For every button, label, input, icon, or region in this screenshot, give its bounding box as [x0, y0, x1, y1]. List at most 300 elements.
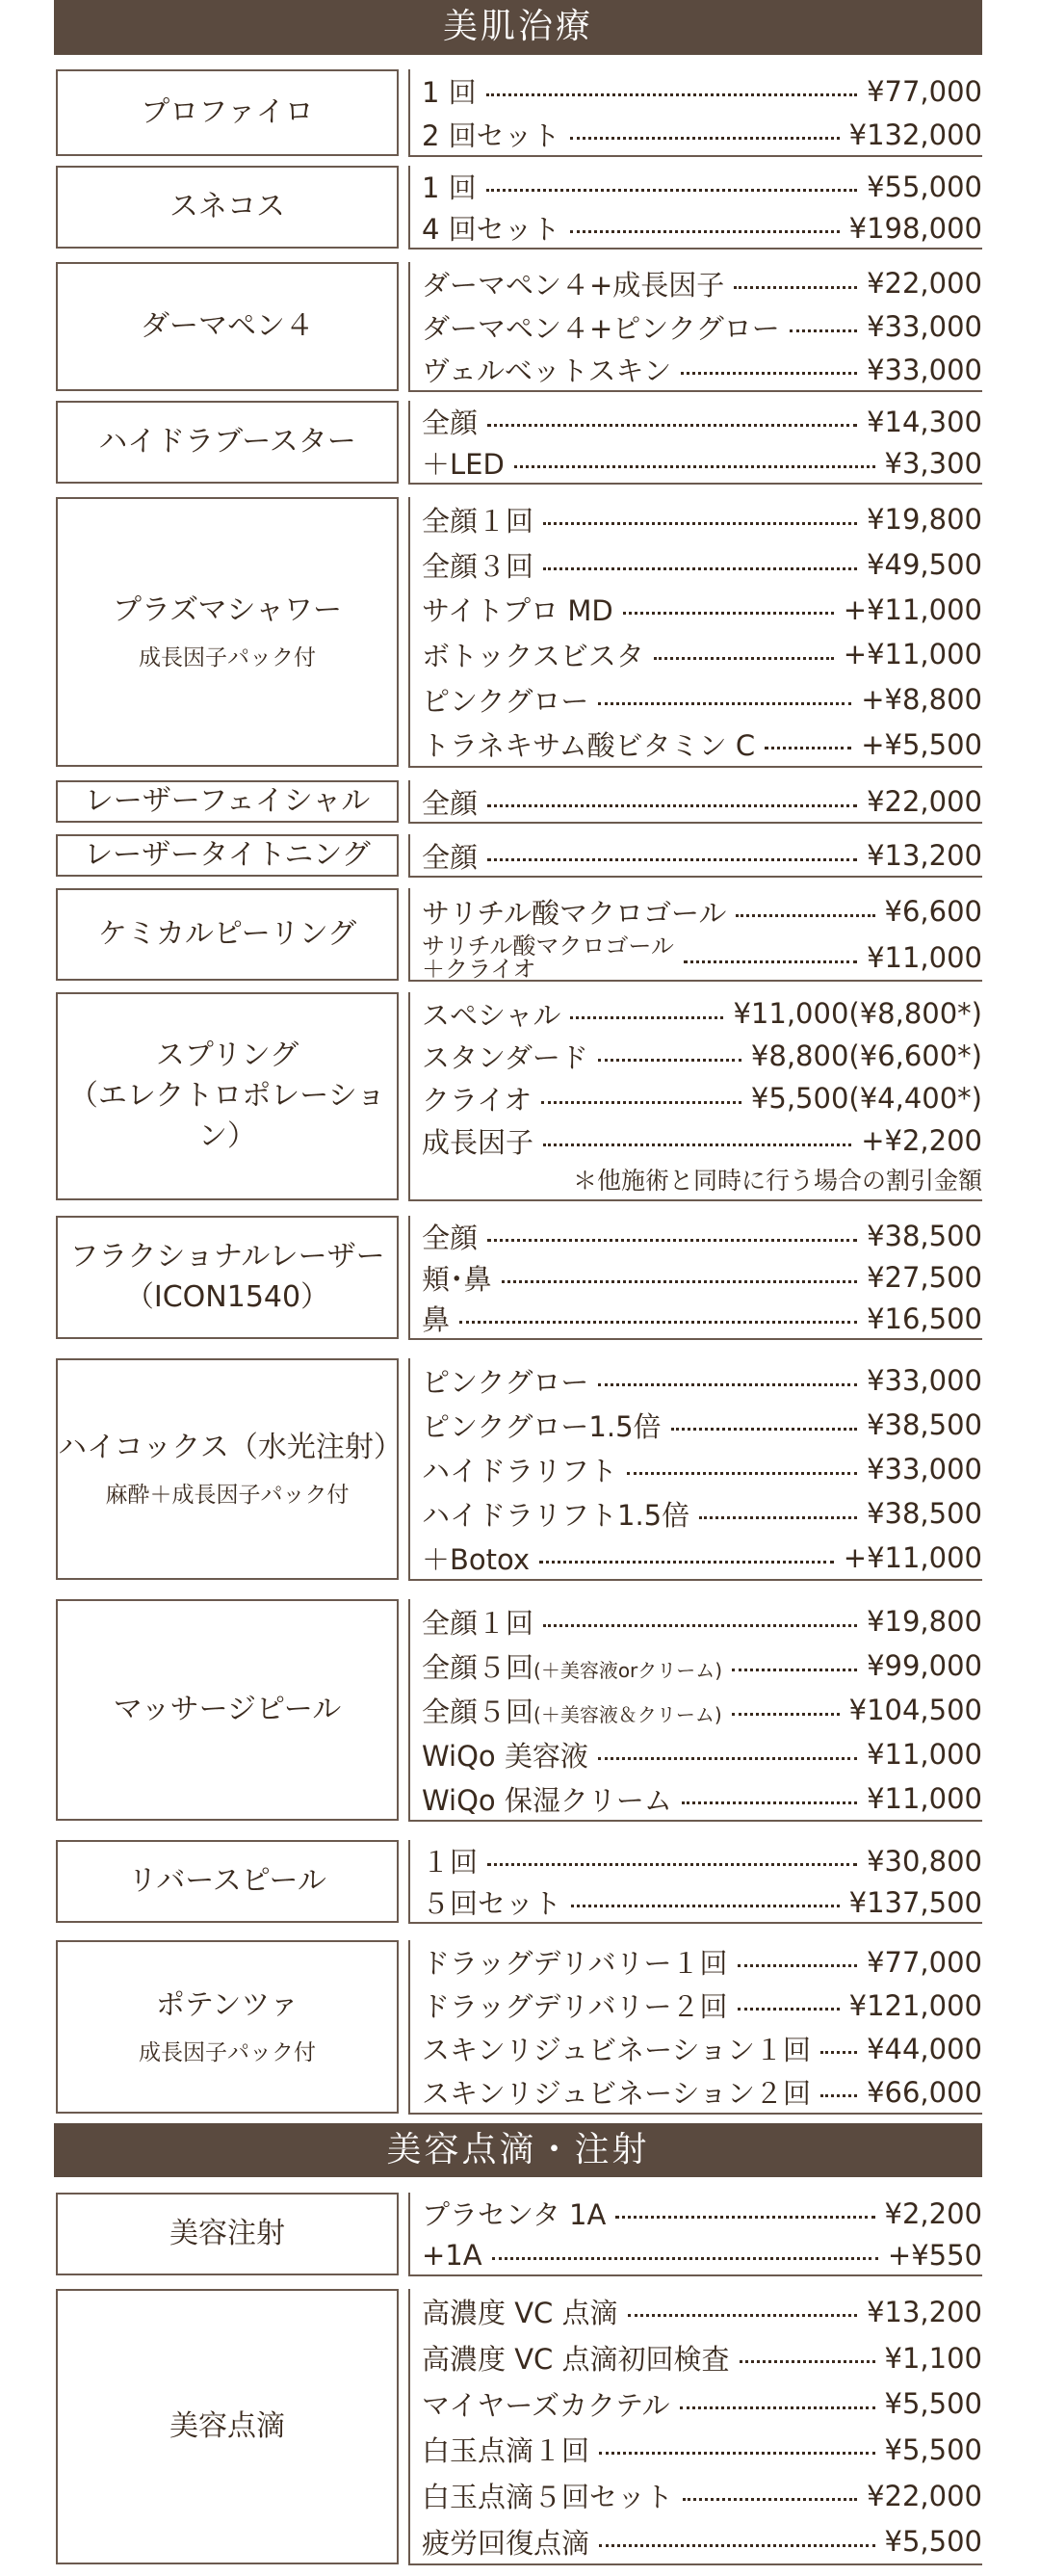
item-price: ¥66,000: [867, 2075, 982, 2109]
treatment-label: [56, 1840, 399, 1923]
treatment-name: ポテンツァ: [155, 1987, 299, 2022]
item-name-text: +1A: [422, 2238, 482, 2272]
dot-leader: [627, 1472, 857, 1475]
dot-leader: [539, 1561, 834, 1564]
item-price: ¥5,500: [884, 2432, 982, 2466]
treatment-label: [56, 401, 399, 484]
item-name-text: ヴェルベットスキン: [422, 355, 672, 388]
item-price: +¥11,000: [843, 1541, 982, 1574]
item-price: ¥38,500: [867, 1497, 982, 1530]
price-row: [422, 347, 982, 392]
item-price: +¥8,800: [861, 683, 982, 716]
item-name: [422, 350, 671, 389]
section-header: 美肌治療: [54, 0, 982, 55]
treatment-label: [56, 1216, 399, 1339]
item-name-text: ダーマペン４+ピンクグロー: [422, 311, 780, 345]
item-name: [422, 994, 560, 1034]
item-name: [422, 1942, 728, 1982]
item-price: ¥44,000: [867, 2032, 982, 2065]
item-name-line: ＋クライオ: [422, 956, 536, 983]
item-name-text: 白玉点滴１回: [422, 2434, 590, 2468]
item-name: [422, 1985, 728, 2025]
item-price: ¥55,000: [867, 170, 982, 203]
item-price: ¥19,800: [867, 1605, 982, 1638]
price-row: [422, 1491, 982, 1537]
treatment-label: [56, 780, 399, 823]
item-name-text: 全顔１回: [422, 504, 534, 538]
item-name-text: １回: [422, 1846, 479, 1879]
item-name: [422, 782, 478, 822]
item-name: [422, 1646, 722, 1686]
treatment-label: [56, 497, 399, 767]
item-price: ¥6,600: [884, 895, 982, 928]
item-price: +¥11,000: [843, 592, 982, 626]
item-name-text: ＋Botox: [422, 1542, 531, 1576]
item-name-text: プラセンタ 1A: [422, 2198, 607, 2231]
price-row: [422, 497, 982, 542]
item-name-text: 頬･鼻: [422, 1262, 492, 1296]
item-name-text: ５回セット: [422, 1887, 562, 1920]
dot-leader: [734, 286, 857, 289]
item-price: ¥121,000: [848, 1988, 982, 2022]
price-row: [422, 1838, 982, 1883]
dot-leader: [765, 747, 851, 749]
dot-leader: [543, 1624, 857, 1627]
item-price: ¥19,800: [867, 503, 982, 537]
dot-leader: [738, 2008, 840, 2011]
item-name-text: 白玉点滴５回セット: [422, 2481, 674, 2513]
dot-leader: [598, 702, 851, 705]
item-price: ¥77,000: [867, 74, 982, 108]
price-row: [422, 2069, 982, 2115]
price-row: [422, 2519, 982, 2564]
item-name: [422, 545, 533, 585]
dot-leader: [598, 1059, 741, 1062]
price-row: [422, 889, 982, 934]
price-row: [422, 1034, 982, 1079]
item-name: [422, 1217, 478, 1256]
item-name-text: 全顔: [422, 786, 479, 820]
item-name-text: 全顔３回: [422, 549, 534, 583]
item-name-text: サイトプロ MD: [422, 594, 613, 628]
item-name: [422, 2338, 730, 2378]
treatment-name-2: （エレクトロポレーション）: [68, 1079, 386, 1153]
treatment-name: プラズマシャワー: [113, 592, 342, 627]
item-name-text: 全顔: [422, 407, 479, 439]
item-name: [422, 2239, 482, 2272]
dot-leader: [820, 2094, 857, 2097]
item-name-text: スペシャル: [422, 998, 561, 1032]
price-row: [422, 1688, 982, 1733]
price-row: [422, 779, 982, 825]
item-name-text: マイヤーズカクテル: [422, 2388, 670, 2422]
item-name: [422, 307, 780, 347]
item-name: [422, 71, 477, 111]
dot-leader: [680, 2406, 875, 2409]
item-name-text: WiQo 美容液: [422, 1739, 588, 1773]
price-row: [422, 1214, 982, 1259]
item-price: ¥11,000: [867, 1782, 982, 1815]
price-row: [422, 1403, 982, 1448]
dot-leader: [541, 1101, 741, 1104]
dot-leader: [820, 2051, 857, 2054]
price-row: [422, 440, 982, 486]
item-price: ¥198,000: [848, 211, 982, 245]
item-name-text: 1 回: [422, 171, 477, 204]
treatment-name: レーザーフェイシャル: [84, 784, 371, 818]
item-name-text: ハイドラリフト: [422, 1454, 618, 1487]
item-name-text: ドラッグデリバリー２回: [422, 1990, 728, 2023]
treatment-name: マッサージピール: [113, 1693, 342, 1726]
item-name: [422, 836, 478, 876]
dot-leader: [570, 137, 840, 140]
item-name-text: 全顔１回: [422, 1606, 534, 1640]
item-name-text: トラネキサム酸ビタミン C: [422, 729, 756, 763]
item-name: [422, 1602, 533, 1642]
item-price: ¥13,200: [867, 2295, 982, 2328]
item-name: [422, 402, 478, 441]
item-price: ¥14,300: [867, 405, 982, 438]
vertical-rule: [408, 1216, 410, 1339]
dot-leader: [570, 230, 840, 233]
price-row: [422, 164, 982, 209]
item-price: ¥38,500: [867, 1408, 982, 1441]
treatment-subtitle: 成長因子パック付: [139, 2039, 316, 2065]
vertical-rule: [408, 166, 410, 249]
price-row: [422, 833, 982, 879]
item-name-text: クライオ: [422, 1083, 533, 1117]
dot-leader: [654, 657, 834, 660]
item-price: ¥38,500: [867, 1220, 982, 1253]
footnote: ＊他施術と同時に行う場合の割引金額: [572, 1167, 982, 1195]
dot-leader: [615, 2216, 874, 2219]
treatment-label: [56, 2193, 399, 2275]
item-name-text: ＋LED: [422, 448, 505, 481]
item-name: [422, 1691, 722, 1730]
price-row: [422, 542, 982, 588]
item-name: [422, 892, 726, 932]
item-name: [422, 1406, 662, 1445]
item-price: ¥11,000: [867, 1738, 982, 1771]
vertical-rule: [408, 1840, 410, 1923]
dot-leader: [514, 465, 875, 468]
vertical-rule: [408, 834, 410, 877]
item-name-text: スキンリジュビネーション１回: [422, 2034, 811, 2066]
vertical-rule: [408, 69, 410, 156]
price-row: [422, 1643, 982, 1689]
item-price: ¥104,500: [848, 1694, 982, 1726]
item-name: [422, 2072, 811, 2112]
dot-leader: [683, 2498, 857, 2501]
treatment-subtitle: 麻酔＋成長因子パック付: [105, 1482, 350, 1508]
price-row: [422, 2335, 982, 2380]
price-row: [422, 1599, 982, 1644]
item-name: [422, 443, 505, 483]
item-name-text: 1 回: [422, 76, 477, 109]
vertical-rule: [408, 780, 410, 823]
dot-leader: [487, 424, 857, 427]
item-name: [422, 2476, 673, 2515]
vertical-rule: [408, 497, 410, 767]
item-price: ¥33,000: [867, 353, 982, 386]
item-name-text: ピンクグロー: [422, 1365, 589, 1399]
price-row: [422, 1255, 982, 1301]
price-row: [422, 1536, 982, 1581]
dot-leader: [492, 2257, 878, 2260]
item-price: ¥22,000: [867, 267, 982, 301]
vertical-rule: [408, 888, 410, 981]
price-row: [422, 2473, 982, 2518]
dot-leader: [736, 914, 874, 917]
dot-leader: [486, 93, 857, 96]
treatment-label: [56, 992, 399, 1200]
dot-leader: [598, 1383, 857, 1386]
treatment-name: ハイコックス（水光注射）: [58, 1430, 403, 1464]
dot-leader: [628, 2314, 858, 2317]
treatment-name: プロファイロ: [141, 95, 314, 129]
item-name: [422, 167, 477, 206]
item-price: ¥3,300: [884, 446, 982, 480]
price-row: [422, 1732, 982, 1777]
item-price: ¥22,000: [867, 2479, 982, 2512]
price-row: [422, 1118, 982, 1164]
item-name: [422, 264, 724, 303]
dot-leader: [790, 329, 857, 332]
treatment-label: [56, 2289, 399, 2564]
dot-leader: [738, 1964, 858, 1967]
item-name: [422, 1735, 588, 1774]
vertical-rule: [408, 1940, 410, 2114]
price-row: [422, 2026, 982, 2071]
item-name-note: (＋美容液orクリーム): [533, 1658, 723, 1682]
item-name-text: 疲労回復点滴: [422, 2526, 590, 2560]
dot-leader: [682, 1801, 857, 1804]
price-row: [422, 1447, 982, 1492]
item-price: ¥30,800: [867, 1844, 982, 1878]
dot-leader: [487, 858, 857, 861]
item-name: [422, 2029, 811, 2068]
dot-leader: [502, 1280, 858, 1283]
item-name: [422, 1779, 672, 1819]
item-name: [422, 2194, 606, 2233]
vertical-rule: [408, 2193, 410, 2275]
treatment-label: [56, 1358, 403, 1580]
item-name-text: 全顔５回: [422, 1695, 534, 1728]
price-row: [422, 1776, 982, 1822]
dot-leader: [681, 372, 857, 375]
item-name: [422, 635, 644, 674]
price-row: [422, 2289, 982, 2334]
dot-leader: [740, 2360, 875, 2363]
treatment-name: スネコス: [169, 190, 285, 223]
item-name-text: 2 回セット: [422, 119, 560, 152]
section-header: 美容点滴・注射: [54, 2123, 982, 2177]
vertical-rule: [408, 992, 410, 1200]
item-price: ¥5,500: [884, 2387, 982, 2421]
item-name-text: WiQo 保湿クリーム: [422, 1783, 672, 1817]
item-name: [422, 2384, 670, 2424]
item-name-text: 全顔: [422, 840, 479, 874]
item-name-text: サリチル酸マクロゴール: [422, 896, 727, 930]
item-name: [422, 680, 588, 720]
treatment-name-2: （ICON1540）: [124, 1280, 330, 1314]
item-price: +¥2,200: [861, 1124, 982, 1157]
treatment-name: ダーマペン４: [141, 309, 314, 343]
price-row: [422, 632, 982, 677]
item-name-text: スキンリジュビネーション２回: [422, 2077, 811, 2110]
price-row: [422, 2191, 982, 2236]
treatment-label: [56, 166, 399, 249]
item-name: [422, 1299, 450, 1338]
price-row: [422, 587, 982, 632]
price-row: [422, 1879, 982, 1925]
item-price: ¥16,500: [867, 1301, 982, 1335]
dot-leader: [543, 567, 857, 570]
row-separator: [408, 1199, 982, 1201]
dot-leader: [599, 2452, 875, 2455]
item-name: [422, 115, 560, 154]
item-name: [422, 1079, 532, 1118]
price-row: [422, 304, 982, 350]
item-price: ¥77,000: [867, 1945, 982, 1979]
dot-leader: [599, 2544, 875, 2547]
item-name: [422, 1450, 617, 1489]
item-name: [422, 1841, 478, 1880]
item-name-text: ボトックスビスタ: [422, 639, 644, 672]
dot-leader: [571, 1905, 840, 1907]
item-name: [422, 1258, 492, 1298]
price-row: [422, 112, 982, 157]
item-name-text: 成長因子: [422, 1125, 534, 1159]
item-price: +¥550: [887, 2238, 982, 2272]
item-price: +¥11,000: [843, 638, 982, 671]
item-name-line: サリチル酸マクロゴール: [422, 933, 674, 959]
item-price: ¥22,000: [867, 785, 982, 818]
item-name: [422, 500, 533, 539]
item-price: +¥5,500: [861, 727, 982, 761]
item-price: ¥11,000: [867, 941, 982, 974]
vertical-rule: [408, 401, 410, 484]
treatment-label: [56, 1940, 399, 2114]
item-name-text: 高濃度 VC 点滴: [422, 2297, 618, 2330]
item-name: [422, 2292, 618, 2331]
treatment-name: リバースピール: [128, 1864, 326, 1898]
item-name-text: 4 回セット: [422, 213, 560, 246]
item-price: ¥11,000(¥8,800*): [733, 997, 982, 1030]
item-name: [422, 2522, 589, 2562]
item-price: ¥8,800(¥6,600*): [750, 1039, 982, 1072]
treatment-label: [56, 888, 399, 981]
item-price: ¥137,500: [848, 1885, 982, 1919]
dot-leader: [732, 1713, 840, 1716]
price-row: [422, 991, 982, 1037]
item-name: [422, 1121, 533, 1161]
item-price: ¥1,100: [884, 2341, 982, 2375]
item-name: [422, 208, 560, 248]
dot-leader: [486, 189, 857, 192]
item-name-text: ピンクグロー1.5倍: [422, 1409, 662, 1443]
treatment-name: ハイドラブースター: [98, 425, 356, 459]
dot-leader: [459, 1321, 857, 1324]
item-price: ¥33,000: [867, 1453, 982, 1485]
item-price: ¥49,500: [867, 548, 982, 581]
treatment-name: 美容注射: [169, 2217, 285, 2250]
vertical-rule: [408, 1599, 410, 1821]
item-name-text: スタンダード: [422, 1040, 588, 1074]
item-name: [422, 1494, 689, 1534]
dot-leader: [543, 1143, 851, 1146]
treatment-name: フラクショナルレーザー: [69, 1240, 385, 1274]
item-name-text: 全顔: [422, 1221, 479, 1254]
item-name: [422, 1538, 530, 1578]
item-name: [422, 934, 674, 981]
item-price: ¥5,500(¥4,400*): [750, 1082, 982, 1115]
price-row: [422, 261, 982, 306]
price-row: [422, 205, 982, 250]
price-row: [422, 2427, 982, 2472]
dot-leader: [487, 1239, 857, 1242]
item-name-text: ドラッグデリバリー１回: [422, 1947, 728, 1980]
treatment-label: [56, 1599, 399, 1821]
dot-leader: [598, 1757, 857, 1760]
item-name: [422, 1037, 588, 1076]
item-name-text: 鼻: [422, 1303, 451, 1337]
item-price: ¥13,200: [867, 839, 982, 872]
item-price: ¥27,500: [867, 1261, 982, 1294]
dot-leader: [671, 1428, 858, 1431]
dot-leader: [570, 1016, 723, 1019]
price-row: [422, 1983, 982, 2028]
item-name-text: ピンクグロー: [422, 684, 589, 718]
item-name-note: (＋美容液＆クリーム): [533, 1702, 722, 1726]
item-price: ¥33,000: [867, 1364, 982, 1397]
item-price: ¥99,000: [867, 1649, 982, 1682]
price-row: [422, 1358, 982, 1404]
item-name-text: ダーマペン４+成長因子: [422, 268, 725, 302]
dot-leader: [487, 804, 857, 807]
vertical-rule: [408, 1358, 410, 1580]
treatment-label: [56, 262, 399, 391]
price-row: [422, 1076, 982, 1121]
treatment-label: [56, 834, 399, 877]
item-name: [422, 1882, 561, 1922]
dot-leader: [487, 1863, 857, 1866]
price-row: [422, 1296, 982, 1341]
price-row: [422, 399, 982, 444]
item-price: ¥5,500: [884, 2525, 982, 2559]
dot-leader: [699, 1516, 857, 1519]
item-name-text: 全顔５回: [422, 1650, 534, 1684]
item-name-text: ハイドラリフト1.5倍: [422, 1498, 690, 1532]
treatment-label: [56, 69, 399, 156]
treatment-name: ケミカルピーリング: [97, 917, 357, 951]
item-name-text: 高濃度 VC 点滴初回検査: [422, 2343, 730, 2376]
item-price: ¥2,200: [884, 2196, 982, 2230]
item-name: [422, 590, 613, 629]
price-row: [422, 722, 982, 767]
item-price: ¥132,000: [848, 118, 982, 151]
price-row: [422, 935, 982, 981]
dot-leader: [732, 1669, 857, 1671]
item-name: [422, 1361, 588, 1401]
item-name: [422, 724, 755, 764]
vertical-rule: [408, 2289, 410, 2564]
vertical-rule: [408, 262, 410, 391]
item-price: ¥33,000: [867, 310, 982, 343]
treatment-name: 美容点滴: [169, 2409, 285, 2443]
price-row: [422, 677, 982, 723]
treatment-name: レーザータイトニング: [84, 838, 371, 872]
